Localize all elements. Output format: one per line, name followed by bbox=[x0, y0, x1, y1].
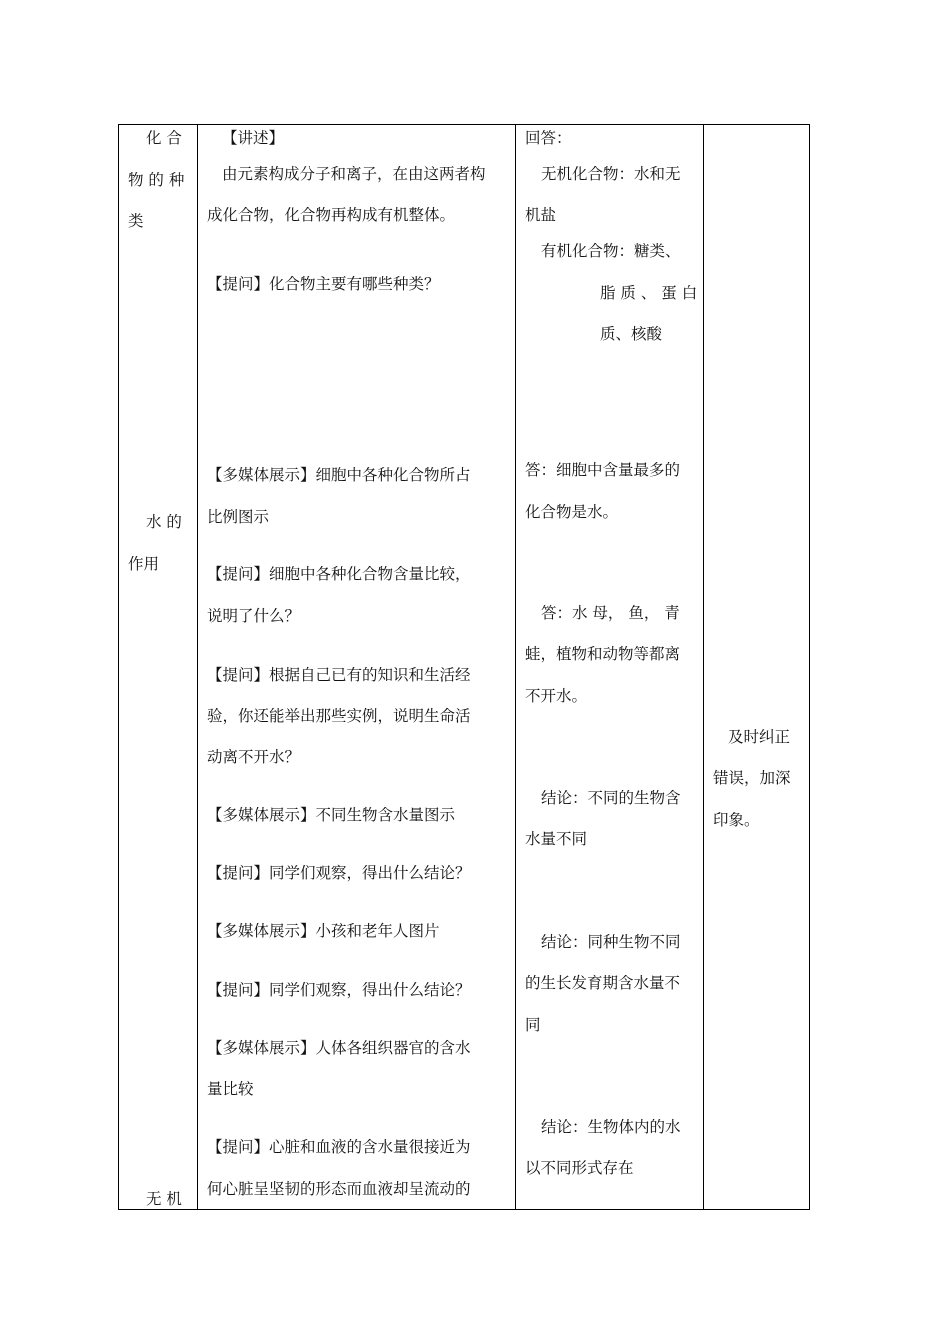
design-intent: 及时纠正 bbox=[728, 728, 791, 746]
teacher-activity: 【提问】细胞中各种化合物含量比较， bbox=[207, 565, 471, 583]
student-activity: 结论：同种生物不同 bbox=[541, 933, 681, 951]
student-activity: 答：水 母， 鱼， 青 bbox=[541, 604, 680, 622]
student-activity: 的生长发育期含水量不 bbox=[525, 974, 681, 992]
student-activity: 机盐 bbox=[525, 206, 557, 224]
student-activity: 化合物是水。 bbox=[525, 503, 619, 521]
topic-text: 物 的 种 bbox=[128, 171, 185, 189]
student-activity: 脂 质 、 蛋 白 bbox=[600, 284, 698, 302]
design-intent: 印象。 bbox=[713, 811, 760, 829]
teacher-activity: 成化合物，化合物再构成有机整体。 bbox=[207, 206, 456, 224]
teacher-activity: 【多媒体展示】细胞中各种化合物所占 bbox=[207, 466, 471, 484]
teacher-activity: 动离不开水？ bbox=[207, 748, 301, 766]
student-activity: 质、核酸 bbox=[600, 325, 663, 343]
column-divider bbox=[197, 125, 198, 1209]
teacher-activity: 【提问】同学们观察，得出什么结论？ bbox=[207, 864, 471, 882]
student-activity: 无机化合物：水和无 bbox=[541, 165, 681, 183]
teacher-activity: 【提问】化合物主要有哪些种类？ bbox=[207, 275, 440, 293]
design-intent: 错误，加深 bbox=[713, 769, 791, 787]
teacher-activity: 【多媒体展示】不同生物含水量图示 bbox=[207, 806, 456, 824]
teacher-activity: 【提问】同学们观察，得出什么结论？ bbox=[207, 981, 471, 999]
teacher-activity: 验，你还能举出那些实例，说明生命活 bbox=[207, 707, 471, 725]
teacher-activity: 说明了什么？ bbox=[207, 607, 301, 625]
teacher-activity: 由元素构成分子和离子，在由这两者构 bbox=[222, 165, 486, 183]
student-activity: 答：细胞中含量最多的 bbox=[525, 461, 681, 479]
teacher-activity: 量比较 bbox=[207, 1080, 254, 1098]
student-activity: 以不同形式存在 bbox=[525, 1159, 634, 1177]
student-activity: 结论：生物体内的水 bbox=[541, 1118, 681, 1136]
student-activity: 同 bbox=[525, 1016, 541, 1034]
topic-text: 类 bbox=[128, 212, 144, 230]
teacher-activity: 【讲述】 bbox=[222, 129, 285, 147]
topic-text: 作用 bbox=[128, 555, 160, 573]
student-activity: 有机化合物：糖类、 bbox=[541, 242, 681, 260]
teacher-activity: 【多媒体展示】人体各组织器官的含水 bbox=[207, 1039, 471, 1057]
column-divider bbox=[515, 125, 516, 1209]
student-activity: 蛙，植物和动物等都离 bbox=[525, 645, 681, 663]
teacher-activity: 比例图示 bbox=[207, 508, 270, 526]
student-activity: 水量不同 bbox=[525, 830, 588, 848]
topic-text: 水 的 bbox=[146, 513, 182, 531]
topic-text: 化 合 bbox=[146, 129, 182, 147]
teacher-activity: 何心脏呈坚韧的形态而血液却呈流动的 bbox=[207, 1180, 471, 1198]
teacher-activity: 【提问】根据自己已有的知识和生活经 bbox=[207, 666, 471, 684]
student-activity: 不开水。 bbox=[525, 687, 588, 705]
teacher-activity: 【提问】心脏和血液的含水量很接近为 bbox=[207, 1138, 471, 1156]
student-activity: 回答： bbox=[525, 129, 572, 147]
student-activity: 结论：不同的生物含 bbox=[541, 789, 681, 807]
column-divider bbox=[703, 125, 704, 1209]
teacher-activity: 【多媒体展示】小孩和老年人图片 bbox=[207, 922, 440, 940]
topic-text: 无 机 bbox=[146, 1190, 182, 1208]
